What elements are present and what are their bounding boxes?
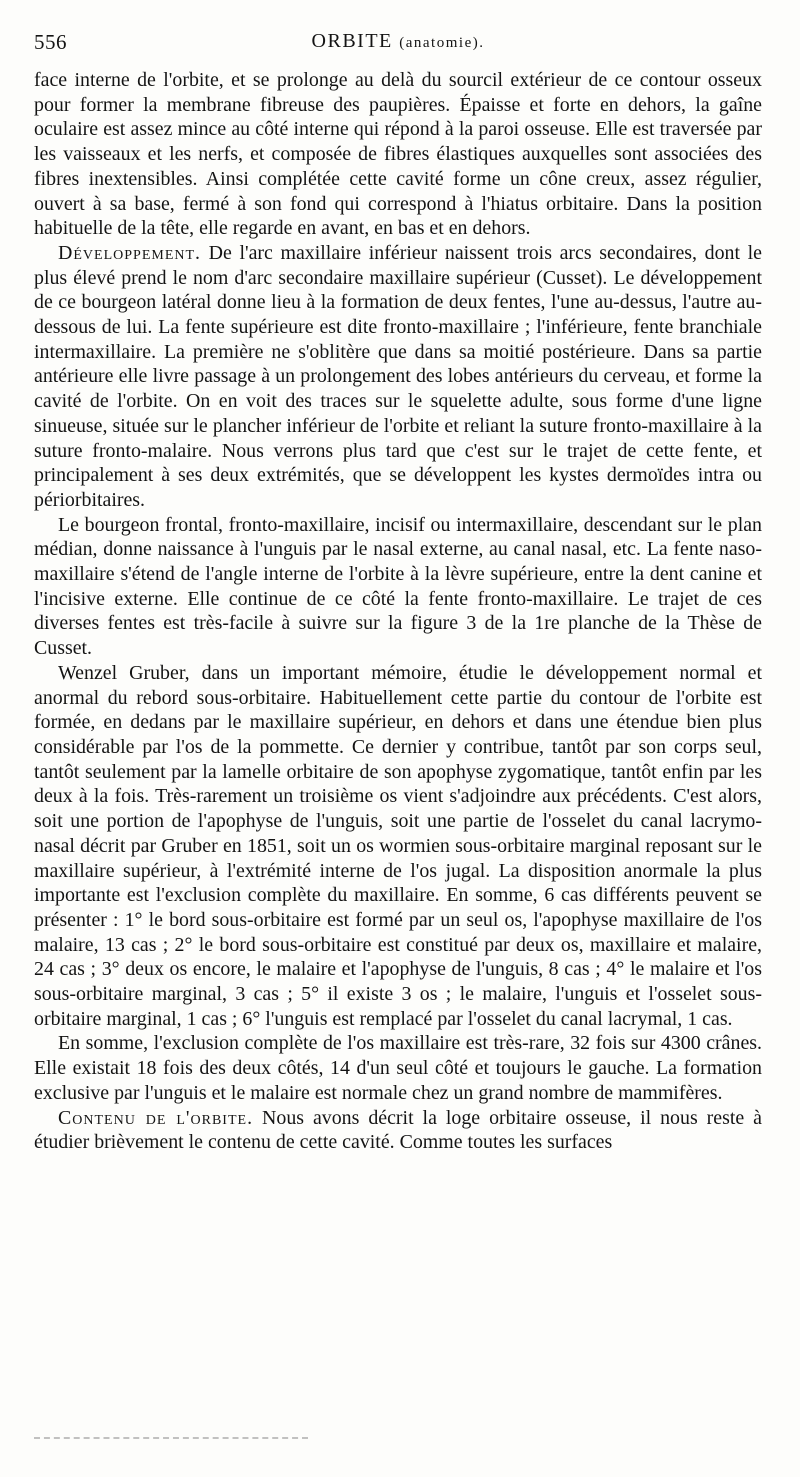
paragraph-exclusion <box>34 1031 762 1105</box>
paragraph-text: En somme, l'exclusion complète de l'os maxillaire est très-rare, 32 fois sur 4300 crânes. Elle existait 18 fois des deux côtés, 14 d'un seul côté et toujours le gauche. La formation exclusive par l'unguis et le malaire est normale chez un grand nombre de mammifères. <box>34 1032 762 1104</box>
paragraph-text: Le bourgeon frontal, fronto-maxillaire, incisif ou intermaxillaire, descendant sur le plan médian, donne naissance à l'unguis par le nasal externe, au canal nasal, etc. La fente naso-maxillaire s'étend de l'angle interne de l'orbite à la lèvre supérieure, entre la dent canine et l'incisive externe. Elle continue de ce côté la fente fronto-maxillaire. Le trajet de ces diverses fentes est très-facile à suivre sur la figure 3 de la 1re planche de la Thèse de Cusset. <box>34 513 762 660</box>
running-title-sub: (anatomie). <box>399 35 485 51</box>
running-title-main: ORBITE <box>311 30 393 52</box>
paragraph-continuation <box>34 68 762 241</box>
running-header <box>34 30 762 60</box>
paragraph-text: Wenzel Gruber, dans un important mémoire, étudie le développement normal et anormal du rebord sous-orbitaire. Habituellement cette partie du contour de l'orbite est formée, en dedans par le maxillaire supérieur, en dehors et dans une étendue bien plus considérable par l'os de la pommette. Ce dernier y contribue, tantôt par son corps seul, tantôt seulement par la lamelle orbitaire de son apophyse zygomatique, tantôt enfin par les deux à la fois. Très-rarement un troisième os vient s'adjoindre aux précédents. C'est alors, soit une portion de l'apophyse de l'unguis, soit une partie de l'osselet du canal lacrymo-nasal décrit par Gruber en 1851, soit un os wormien sous-orbitaire marginal reposant sur le maxillaire supérieur, à l'extrémité interne de l'os jugal. La disposition anormale la plus importante est l'exclusion complète du maxillaire. En somme, 6 cas différents peuvent se présenter : 1° le bord sous-orbitaire est formé par un seul os, l'apophyse maxillaire de l'os malaire, 13 cas ; 2° le bord sous-orbitaire est constitué par deux os, maxillaire et malaire, 24 cas ; 3° deux os encore, le malaire et l'apophyse de l'unguis, 8 cas ; 4° le malaire et l'os sous-orbitaire marginal, 3 cas ; 5° il existe 3 os ; le malaire, l'unguis et l'osselet sous-orbitaire marginal, 1 cas ; 6° l'unguis est remplacé par l'osselet du canal lacrymal, 1 cas. <box>34 661 762 1030</box>
footer-rule <box>34 1437 308 1439</box>
paragraph-gruber <box>34 661 762 1032</box>
body-text <box>34 68 762 1155</box>
paragraph-developpement <box>34 241 762 513</box>
paragraph-bourgeon-frontal <box>34 513 762 661</box>
paragraph-text: Nous avons décrit la loge orbitaire osseuse, il nous reste à étudier brièvement le contenu de cette cavité. Comme toutes les surfaces <box>34 1106 762 1154</box>
page-number: 556 <box>34 30 67 54</box>
paragraph-contenu <box>34 1106 762 1155</box>
paragraph-text: De l'arc maxillaire inférieur naissent trois arcs secondaires, dont le plus élevé prend le nom d'arc secondaire maxillaire supérieur (Cusset). Le développement de ce bourgeon latéral donne lieu à la formation de deux fentes, l'une au-dessus, l'autre au-dessous de lui. La fente supérieure est dite fronto-maxillaire ; l'inférieure, fente branchiale intermaxillaire. La première ne s'oblitère que dans sa moitié postérieure. Dans sa partie antérieure elle livre passage à un prolongement des lobes antérieurs du cerveau, et forme la cavité de l'orbite. On en voit des traces sur le squelette adulte, sous forme d'une ligne sinueuse, située sur le plancher inférieur de l'orbite et reliant la suture fronto-maxillaire à la suture fronto-malaire. Nous verrons plus tard que c'est sur le trajet de cette fente, et principalement à ses deux extrémités, que se développent les kystes dermoïdes intra ou périorbitaires. <box>34 241 762 511</box>
section-heading: Contenu de l'orbite. <box>58 1106 254 1129</box>
section-heading: Développement. <box>58 241 201 264</box>
running-title <box>34 30 762 53</box>
paragraph-text: face interne de l'orbite, et se prolonge au delà du sourcil extérieur de ce contour osseux pour former la membrane fibreuse des paupières. Épaisse et forte en dehors, la gaîne oculaire est assez mince au côté interne qui répond à la paroi osseuse. Elle est traversée par les vaisseaux et les nerfs, et composée de fibres élastiques auxquelles sont associées des fibres inextensibles. Ainsi complétée cette cavité forme un cône creux, assez régulier, ouvert à sa base, fermé à son fond qui correspond à l'hiatus orbitaire. Dans la position habituelle de la tête, elle regarde en avant, en bas et en dehors. <box>34 69 762 240</box>
